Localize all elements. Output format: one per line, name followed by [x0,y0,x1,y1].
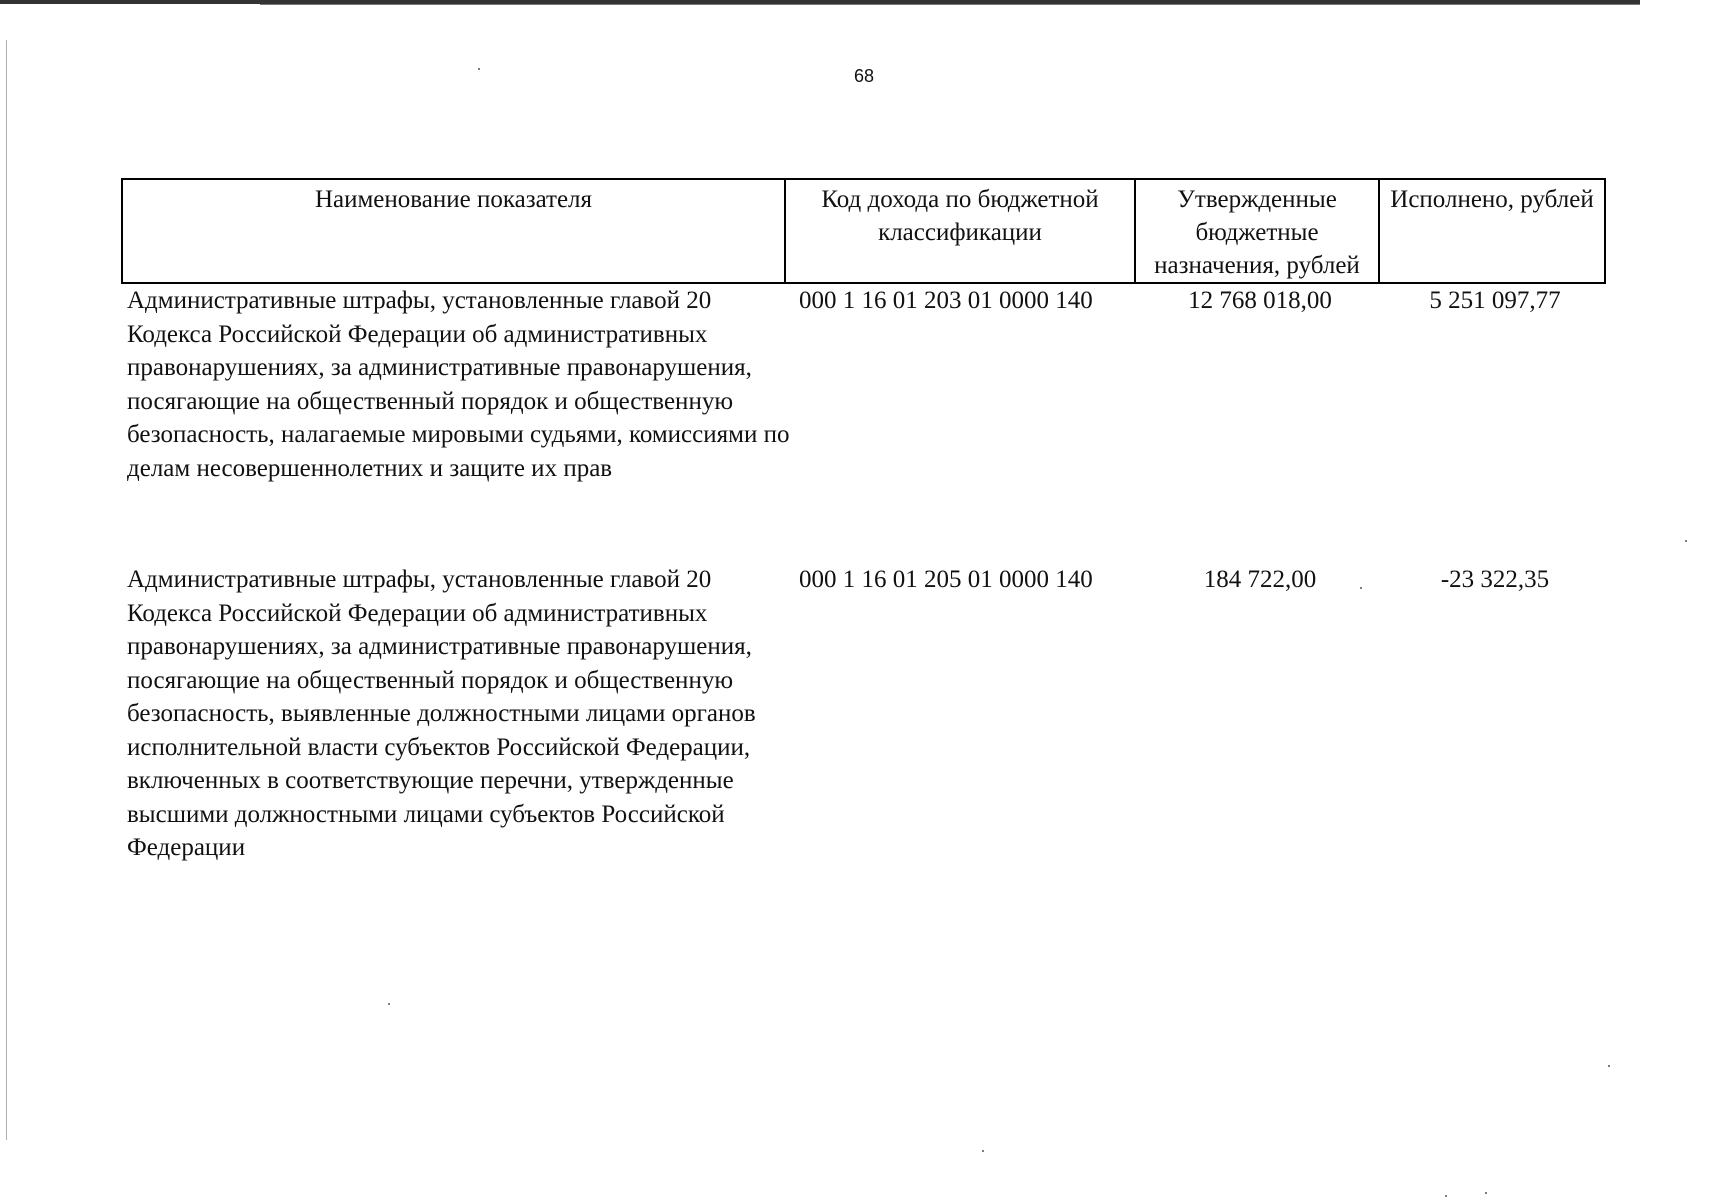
scan-left-edge [6,40,7,1140]
header-approved-amount: Утвержденные бюджетные назначения, рублей [1135,179,1379,283]
scan-speck [1485,1192,1487,1194]
scan-speck [388,1003,390,1005]
approved-amount: 184 722,00 [1203,566,1317,593]
header-indicator-name: Наименование показателя [122,179,785,283]
header-income-code: Код дохода по бюджетной классификации [785,179,1135,283]
table-header-row [122,179,1605,283]
executed-amount: -23 322,35 [1440,566,1550,593]
header-executed-amount: Исполнено, рублей [1379,179,1605,283]
report-table-header [121,178,1606,284]
income-code: 000 1 16 01 205 01 0000 140 [799,566,1093,593]
scan-speck [1608,1065,1610,1067]
executed-amount: 5 251 097,77 [1429,287,1561,314]
indicator-name: Административные штрафы, установленные главой 20 Кодекса Российской Федерации об административных правонарушениях, за административные правонарушения, посягающие на общественный порядок и общественную безопасность, выявленные должностными лицами органов исполнительной власти субъектов Российской Федерации, включенных в соответствующие перечни, утвержденные высшими должностными лицами субъектов Российской Федерации [127,566,756,861]
approved-amount: 12 768 018,00 [1188,287,1332,314]
scan-speck [1445,1195,1447,1197]
indicator-name: Административные штрафы, установленные главой 20 Кодекса Российской Федерации об административных правонарушениях, за административные правонарушения, посягающие на общественный порядок и общественную безопасность, налагаемые мировыми судьями, комиссиями по делам несовершеннолетних и защите их прав [127,287,790,482]
income-code: 000 1 16 01 203 01 0000 140 [799,287,1093,314]
scan-top-edge-thin [260,4,1640,5]
scan-speck [982,1150,984,1152]
scan-speck [1685,540,1687,542]
page-number: 68 [853,66,875,86]
